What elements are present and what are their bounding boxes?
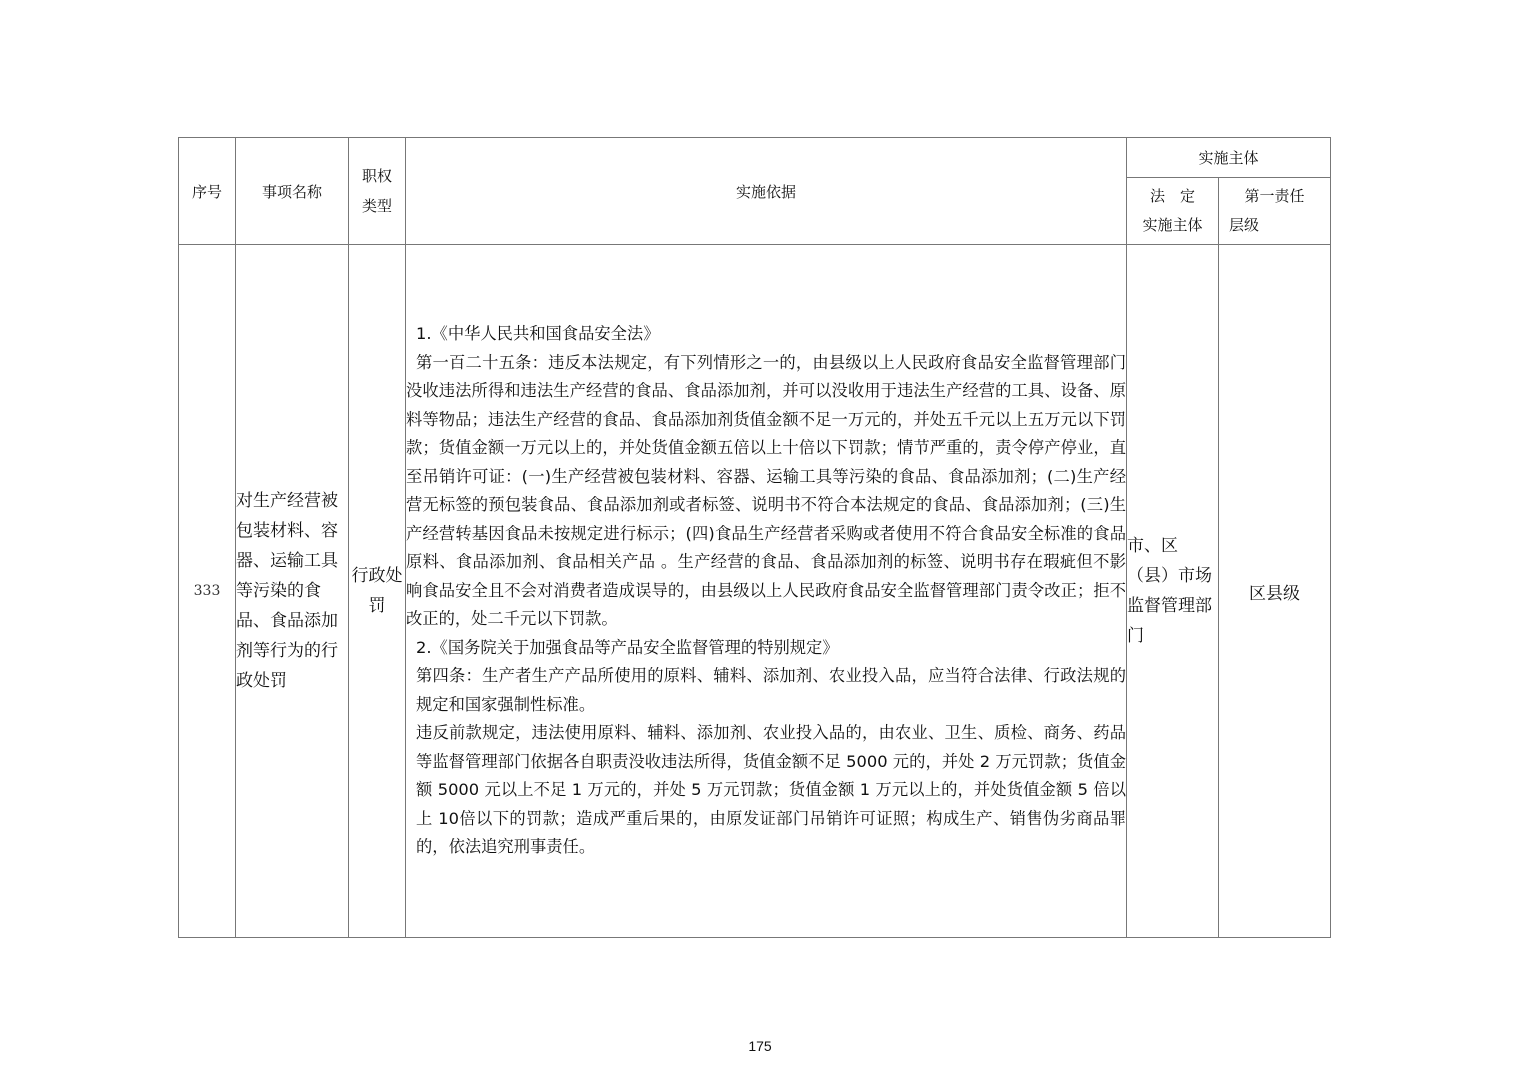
enforcement-table bbox=[178, 137, 1331, 938]
basis-law-2-article: 第四条：生产者生产产品所使用的原料、辅料、添加剂、农业投入品，应当符合法律、行政法规的规定和国家强制性标准。 bbox=[416, 666, 1126, 714]
row-power-type: 行政处罚 bbox=[349, 245, 406, 938]
header-subject-group: 实施主体 bbox=[1127, 138, 1331, 178]
header-power-type-line1: 职权 bbox=[361, 167, 392, 185]
header-first-resp-line1: 第一责任 bbox=[1244, 187, 1305, 205]
header-legal-subject bbox=[1127, 178, 1219, 245]
header-legal-subject-line2: 实施主体 bbox=[1142, 216, 1203, 234]
basis-law-1-title: 1.《中华人民共和国食品安全法》 bbox=[416, 324, 660, 344]
page-number: 175 bbox=[748, 1038, 772, 1054]
row-first-resp-level: 区县级 bbox=[1219, 245, 1331, 938]
header-legal-subject-line1: 法 定 bbox=[1149, 187, 1195, 205]
row-item-name: 对生产经营被包装材料、容器、运输工具等污染的食品、食品添加剂等行为的行政处罚 bbox=[236, 245, 349, 938]
table-row bbox=[179, 245, 1331, 938]
header-first-resp bbox=[1219, 178, 1331, 245]
row-seq: 333 bbox=[179, 245, 236, 938]
row-legal-subject: 市、区（县）市场监督管理部门 bbox=[1127, 245, 1219, 938]
row-basis bbox=[406, 245, 1127, 938]
header-basis: 实施依据 bbox=[406, 138, 1127, 245]
header-first-resp-line2: 层级 bbox=[1229, 216, 1260, 234]
header-power-type bbox=[349, 138, 406, 245]
header-power-type-line2: 类型 bbox=[361, 197, 392, 215]
basis-law-2-title: 2.《国务院关于加强食品等产品安全监督管理的特别规定》 bbox=[416, 637, 839, 657]
header-seq: 序号 bbox=[179, 138, 236, 245]
basis-law-1-article: 第一百二十五条：违反本法规定，有下列情形之一的，由县级以上人民政府食品安全监督管理部门没收违法所得和违法生产经营的食品、食品添加剂，并可以没收用于违法生产经营的工具、设备、原料等物品；违法生产经营的食品、食品添加剂货值金额不足一万元的，并处五千元以上五万元以下罚款；货值金额一万元以上的，并处货值金额五倍以上十倍以下罚款；情节严重的，责令停产停业，直至吊销许可证：(一)生产经营被包装材料、容器、运输工具等污染的食品、食品添加剂；(二)生产经营无标签的预包装食品、食品添加剂或者标签、说明书不符合本法规定的食品、食品添加剂；(三)生产经营转基因食品未按规定进行标示；(四)食品生产经营者采购或者使用不符合食品安全标准的食品原料、食品添加剂、食品相关产品 。生产经营的食品、食品添加剂的标签、说明书存在瑕疵但不影响食品安全且不会对消费者造成误导的，由县级以上人民政府食品安全监督管理部门责令改正；拒不改正的，处二千元以下罚款。 bbox=[406, 352, 1126, 629]
basis-law-2-penalty: 违反前款规定，违法使用原料、辅料、添加剂、农业投入品的，由农业、卫生、质检、商务、药品等监督管理部门依据各自职责没收违法所得，货值金额不足 5000 元的，并处 2 万元罚款；货值金额 5000 元以上不足 1 万元的，并处 5 万元罚款；货值金额 1 万元以上的，并处货值金额 5 倍以上 10倍以下的罚款；造成严重后果的，由原发证部门吊销许可证照；构成生产、销售伪劣商品罪的，依法追究刑事责任。 bbox=[416, 723, 1126, 857]
header-item-name: 事项名称 bbox=[236, 138, 349, 245]
